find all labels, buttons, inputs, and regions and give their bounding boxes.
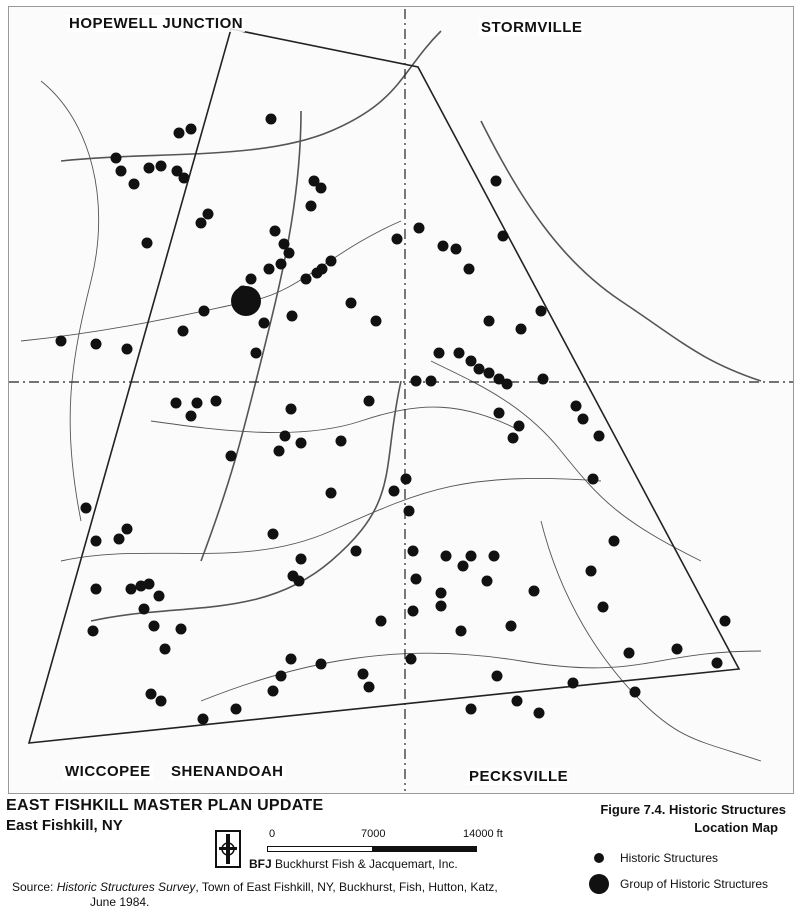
historic-structure-marker [296, 554, 307, 565]
historic-structure-marker [456, 626, 467, 637]
historic-structure-marker [594, 431, 605, 442]
historic-structure-marker [401, 474, 412, 485]
historic-structure-marker [316, 659, 327, 670]
historic-structure-marker [492, 671, 503, 682]
road-line [481, 121, 761, 381]
historic-structure-marker [174, 128, 185, 139]
historic-structure-marker [672, 644, 683, 655]
historic-structure-marker [280, 431, 291, 442]
historic-structure-marker [287, 311, 298, 322]
road-line [41, 81, 99, 521]
scale-label-mid: 7000 [361, 828, 386, 840]
scale-label-start: 0 [269, 828, 276, 840]
historic-structure-marker [484, 316, 495, 327]
historic-structure-marker [538, 374, 549, 385]
map-subtitle: East Fishkill, NY [6, 817, 123, 834]
figure-caption-line-2: Location Map [694, 820, 778, 835]
historic-structure-marker [411, 574, 422, 585]
source-rest: , Town of East Fishkill, NY, Buckhurst, Fish, Hutton, Katz, [195, 880, 498, 894]
historic-structure-marker [529, 586, 540, 597]
historic-structure-marker [571, 401, 582, 412]
historic-structure-marker [270, 226, 281, 237]
historic-structure-marker [514, 421, 525, 432]
historic-structure-marker [142, 238, 153, 249]
historic-structure-marker [268, 529, 279, 540]
historic-structure-marker [454, 348, 465, 359]
historic-structure-marker [301, 274, 312, 285]
historic-structure-marker [451, 244, 462, 255]
historic-structure-marker [466, 551, 477, 562]
legend-label-group-of-historic-structures: Group of Historic Structures [620, 877, 769, 891]
historic-structure-marker [114, 534, 125, 545]
road-line [431, 361, 701, 561]
historic-structure-marker [578, 414, 589, 425]
historic-structure-marker [149, 621, 160, 632]
historic-structure-marker [482, 576, 493, 587]
historic-structure-marker [364, 396, 375, 407]
road-line [21, 221, 401, 341]
historic-structure-marker [144, 579, 155, 590]
historic-structure-marker [436, 588, 447, 599]
historic-structure-marker [274, 446, 285, 457]
place-label-stormville: STORMVILLE [481, 19, 583, 36]
place-label-pecksville: PECKSVILLE [469, 768, 569, 785]
legend-row-historic-structures [586, 850, 796, 876]
historic-structure-marker [116, 166, 127, 177]
historic-structure-marker [178, 326, 189, 337]
place-label-shenandoah: SHENANDOAH [171, 763, 284, 780]
historic-structure-marker [426, 376, 437, 387]
firm-name: Buckhurst Fish & Jacquemart, Inc. [275, 857, 458, 871]
firm-abbreviation: BFJ [249, 857, 272, 871]
historic-structure-marker [154, 591, 165, 602]
historic-structure-marker [512, 696, 523, 707]
historic-structure-marker [351, 546, 362, 557]
location-map [8, 6, 794, 794]
town-boundary [9, 9, 793, 791]
historic-structure-marker [91, 339, 102, 350]
historic-structure-markers [56, 114, 731, 725]
historic-structure-marker [156, 161, 167, 172]
historic-structure-marker [408, 606, 419, 617]
historic-structure-marker [712, 658, 723, 669]
map-legend [586, 850, 796, 902]
historic-structure-marker [294, 576, 305, 587]
historic-structure-marker [156, 696, 167, 707]
historic-structure-marker [534, 708, 545, 719]
historic-structure-marker [508, 433, 519, 444]
historic-structure-marker [296, 438, 307, 449]
historic-structure-marker [458, 561, 469, 572]
historic-structure-marker [251, 348, 262, 359]
historic-structure-marker [171, 398, 182, 409]
historic-structure-marker [358, 669, 369, 680]
historic-structure-marker [484, 368, 495, 379]
historic-structure-marker [624, 648, 635, 659]
historic-structure-marker [434, 348, 445, 359]
historic-structure-marker [474, 364, 485, 375]
historic-structure-marker [364, 682, 375, 693]
map-canvas [9, 7, 793, 793]
group-of-historic-structures-icon [589, 874, 609, 894]
historic-structure-marker [408, 546, 419, 557]
historic-structure-marker [436, 601, 447, 612]
historic-structure-marker [441, 551, 452, 562]
town-boundary-line [29, 29, 739, 743]
historic-structure-marker [211, 396, 222, 407]
historic-structure-marker [316, 183, 327, 194]
historic-structure-marker [81, 503, 92, 514]
historic-structure-marker [336, 436, 347, 447]
historic-structure-marker [326, 488, 337, 499]
historic-structure-marker [494, 408, 505, 419]
legend-label-historic-structures: Historic Structures [620, 851, 719, 865]
historic-structure-marker [160, 644, 171, 655]
historic-structure-marker [268, 686, 279, 697]
historic-structure-marker [286, 654, 297, 665]
historic-structure-marker [464, 264, 475, 275]
historic-structure-marker [406, 654, 417, 665]
scale-label-end: 14000 ft [463, 828, 503, 840]
historic-structure-marker [466, 704, 477, 715]
historic-structure-marker [126, 584, 137, 595]
firm-credit [249, 857, 458, 871]
historic-structure-marker [502, 379, 513, 390]
firm-logo [215, 830, 241, 868]
road-line [201, 111, 301, 561]
legend-row-group-of-historic-structures [586, 876, 796, 902]
historic-structure-marker [346, 298, 357, 309]
road-line [541, 521, 761, 761]
historic-structure-marker [176, 624, 187, 635]
scale-bar-block [215, 826, 515, 876]
historic-structure-marker [630, 687, 641, 698]
historic-structure-marker [264, 264, 275, 275]
historic-structure-marker [609, 536, 620, 547]
historic-structure-marker [506, 621, 517, 632]
historic-structure-icon [594, 853, 604, 863]
road-network [21, 31, 761, 761]
historic-structure-marker [56, 336, 67, 347]
historic-structure-marker [146, 689, 157, 700]
figure-caption [556, 801, 786, 837]
historic-structure-marker [404, 506, 415, 517]
historic-structure-marker [392, 234, 403, 245]
historic-structure-marker [88, 626, 99, 637]
historic-structure-marker [466, 356, 477, 367]
historic-structure-marker [91, 536, 102, 547]
historic-structure-marker [438, 241, 449, 252]
road-line [151, 407, 521, 432]
historic-structure-marker [246, 274, 257, 285]
source-citation [12, 880, 552, 895]
scale-bar [267, 846, 477, 852]
historic-structure-marker [376, 616, 387, 627]
historic-structure-marker [231, 704, 242, 715]
historic-structure-marker [179, 173, 190, 184]
historic-structure-marker [720, 616, 731, 627]
historic-structure-marker [259, 318, 270, 329]
historic-structure-marker [276, 259, 287, 270]
figure-caption-line-1: Figure 7.4. Historic Structures [600, 802, 786, 817]
historic-structure-marker [489, 551, 500, 562]
historic-structure-marker [196, 218, 207, 229]
map-title: EAST FISHKILL MASTER PLAN UPDATE [6, 797, 324, 814]
historic-structure-marker [326, 256, 337, 267]
historic-structure-marker [389, 486, 400, 497]
historic-structure-marker [129, 179, 140, 190]
historic-structure-marker [226, 451, 237, 462]
historic-structure-marker [122, 344, 133, 355]
source-title: Historic Structures Survey [56, 880, 196, 894]
road-line [61, 31, 441, 161]
historic-structure-marker [371, 316, 382, 327]
historic-structure-marker [122, 524, 133, 535]
historic-structure-marker [498, 231, 509, 242]
group-of-historic-structures-marker [231, 286, 261, 316]
place-label-wiccopee: WICCOPEE [65, 763, 151, 780]
historic-structure-marker [186, 411, 197, 422]
historic-structure-marker [286, 404, 297, 415]
historic-structure-marker [276, 671, 287, 682]
source-prefix: Source: [12, 880, 57, 894]
historic-structure-marker [306, 201, 317, 212]
historic-structure-marker [186, 124, 197, 135]
historic-structure-marker [266, 114, 277, 125]
historic-structure-marker [111, 153, 122, 164]
historic-structure-marker [588, 474, 599, 485]
source-date: June 1984. [90, 895, 150, 909]
historic-structure-marker [139, 604, 150, 615]
historic-structure-marker [284, 248, 295, 259]
historic-structure-marker [198, 714, 209, 725]
historic-structure-marker [491, 176, 502, 187]
historic-structure-marker [536, 306, 547, 317]
historic-structure-marker [203, 209, 214, 220]
historic-structure-marker [516, 324, 527, 335]
place-label-hopewell-junction: HOPEWELL JUNCTION [69, 15, 244, 32]
historic-structure-marker [598, 602, 609, 613]
historic-structure-marker [192, 398, 203, 409]
historic-structure-marker [199, 306, 210, 317]
historic-structure-marker [317, 264, 328, 275]
historic-structure-marker [411, 376, 422, 387]
historic-structure-marker [568, 678, 579, 689]
historic-structure-marker [144, 163, 155, 174]
historic-structure-marker [91, 584, 102, 595]
historic-structure-marker [586, 566, 597, 577]
historic-structure-marker [414, 223, 425, 234]
